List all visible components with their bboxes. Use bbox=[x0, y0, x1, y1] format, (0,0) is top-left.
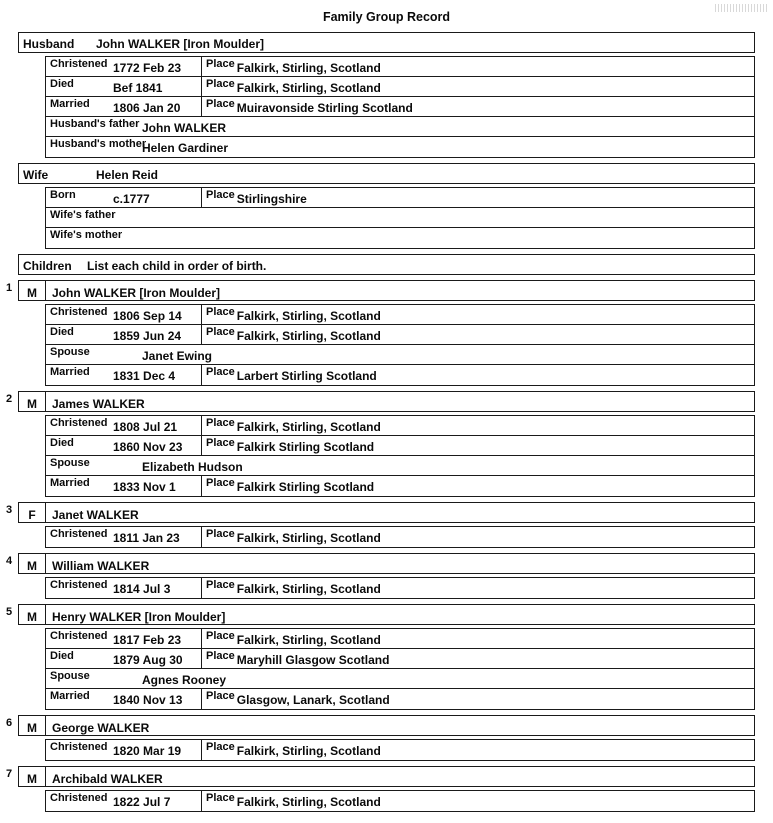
field-row bbox=[46, 57, 754, 77]
place-value: Glasgow, Lanark, Scotland bbox=[236, 693, 390, 707]
child-header bbox=[6, 553, 755, 574]
place-cell bbox=[201, 689, 754, 709]
field-value: 1840 Nov 13 bbox=[113, 693, 183, 707]
field-label: Wife's mother bbox=[50, 229, 123, 241]
place-cell bbox=[201, 416, 754, 435]
corner-note bbox=[715, 4, 767, 12]
children-instruction: List each child in order of birth. bbox=[87, 259, 267, 273]
child-detail-block bbox=[45, 577, 755, 599]
place-cell bbox=[201, 325, 754, 344]
field-row bbox=[46, 188, 754, 208]
husband-section-header bbox=[18, 32, 755, 53]
husband-detail-block bbox=[45, 56, 755, 158]
place-cell bbox=[201, 77, 754, 96]
child-name: Archibald WALKER bbox=[52, 772, 163, 786]
field-value: 1820 Mar 19 bbox=[113, 744, 182, 758]
field-value: 1833 Nov 1 bbox=[113, 480, 176, 494]
place-cell bbox=[201, 97, 754, 116]
field-label: Christened bbox=[50, 630, 108, 642]
child-name: Henry WALKER [Iron Moulder] bbox=[52, 610, 226, 624]
field-row bbox=[46, 305, 754, 325]
child-header bbox=[6, 766, 755, 787]
field-label: Christened bbox=[50, 528, 108, 540]
field-row bbox=[46, 365, 754, 385]
place-value: Larbert Stirling Scotland bbox=[236, 369, 377, 383]
husband-name: John WALKER [Iron Moulder] bbox=[96, 37, 264, 51]
field-cell bbox=[46, 77, 201, 96]
place-label: Place bbox=[206, 792, 235, 804]
child-detail-block bbox=[45, 790, 755, 812]
field-value: 1831 Dec 4 bbox=[113, 369, 176, 383]
child-header bbox=[6, 604, 755, 625]
field-label: Died bbox=[50, 650, 74, 662]
field-cell bbox=[46, 649, 201, 668]
field-value: Janet Ewing bbox=[142, 349, 213, 363]
field-row bbox=[46, 740, 754, 760]
field-label: Wife's father bbox=[50, 209, 116, 221]
field-row bbox=[46, 208, 754, 228]
place-label: Place bbox=[206, 690, 235, 702]
field-label: Born bbox=[50, 189, 76, 201]
place-label: Place bbox=[206, 98, 235, 110]
place-cell bbox=[201, 791, 754, 811]
field-row bbox=[46, 578, 754, 598]
child-detail-block bbox=[45, 628, 755, 710]
field-label: Married bbox=[50, 477, 90, 489]
field-label: Died bbox=[50, 437, 74, 449]
field-cell bbox=[46, 456, 754, 475]
section-label: Husband bbox=[23, 37, 75, 51]
child-name: James WALKER bbox=[52, 397, 145, 411]
field-label: Spouse bbox=[50, 346, 90, 358]
child-number: 6 bbox=[6, 717, 13, 729]
place-value: Falkirk, Stirling, Scotland bbox=[236, 744, 381, 758]
place-cell bbox=[201, 365, 754, 385]
child-sex: M bbox=[19, 716, 46, 735]
field-cell bbox=[46, 791, 201, 811]
field-row bbox=[46, 456, 754, 476]
child-detail-block bbox=[45, 304, 755, 386]
field-row bbox=[46, 669, 754, 689]
field-label: Christened bbox=[50, 741, 108, 753]
child-detail-block bbox=[45, 415, 755, 497]
field-row bbox=[46, 77, 754, 97]
place-cell bbox=[201, 527, 754, 547]
child-number: 3 bbox=[6, 504, 13, 516]
field-value: Elizabeth Hudson bbox=[142, 460, 243, 474]
place-cell bbox=[201, 476, 754, 496]
field-cell bbox=[46, 527, 201, 547]
field-row bbox=[46, 629, 754, 649]
place-label: Place bbox=[206, 366, 235, 378]
field-row bbox=[46, 117, 754, 137]
children-section-header bbox=[18, 254, 755, 275]
place-label: Place bbox=[206, 579, 235, 591]
field-label: Christened bbox=[50, 58, 108, 70]
place-label: Place bbox=[206, 630, 235, 642]
place-label: Place bbox=[206, 417, 235, 429]
child-sex: M bbox=[19, 767, 46, 786]
field-value: 1860 Nov 23 bbox=[113, 440, 183, 454]
field-value: 1814 Jul 3 bbox=[113, 582, 171, 596]
field-cell bbox=[46, 669, 754, 688]
child-sex: M bbox=[19, 392, 46, 411]
field-row bbox=[46, 345, 754, 365]
field-value: 1806 Jan 20 bbox=[113, 101, 181, 115]
field-label: Christened bbox=[50, 417, 108, 429]
field-cell bbox=[46, 436, 201, 455]
field-row bbox=[46, 416, 754, 436]
field-label: Husband's father bbox=[50, 118, 140, 130]
place-label: Place bbox=[206, 326, 235, 338]
field-label: Married bbox=[50, 366, 90, 378]
field-cell bbox=[46, 208, 754, 227]
field-row bbox=[46, 228, 754, 248]
page-title: Family Group Record bbox=[322, 10, 451, 24]
field-row bbox=[46, 436, 754, 456]
field-label: Christened bbox=[50, 306, 108, 318]
field-row bbox=[46, 325, 754, 345]
field-row bbox=[46, 791, 754, 811]
field-value: 1879 Aug 30 bbox=[113, 653, 183, 667]
section-label: Wife bbox=[23, 168, 49, 182]
place-label: Place bbox=[206, 78, 235, 90]
field-cell bbox=[46, 629, 201, 648]
field-cell bbox=[46, 117, 754, 136]
field-value: 1806 Sep 14 bbox=[113, 309, 182, 323]
place-label: Place bbox=[206, 741, 235, 753]
field-label: Married bbox=[50, 98, 90, 110]
child-detail-block bbox=[45, 526, 755, 548]
field-cell bbox=[46, 416, 201, 435]
section-label: Children bbox=[23, 259, 72, 273]
wife-name: Helen Reid bbox=[96, 168, 159, 182]
place-cell bbox=[201, 57, 754, 76]
child-number: 4 bbox=[6, 555, 13, 567]
field-value: 1817 Feb 23 bbox=[113, 633, 182, 647]
field-cell bbox=[46, 345, 754, 364]
field-value: Helen Gardiner bbox=[142, 141, 229, 155]
child-sex: M bbox=[19, 605, 46, 624]
child-header bbox=[6, 280, 755, 301]
child-sex: M bbox=[19, 281, 46, 300]
field-cell bbox=[46, 228, 754, 248]
field-cell bbox=[46, 578, 201, 598]
place-label: Place bbox=[206, 528, 235, 540]
field-label: Christened bbox=[50, 792, 108, 804]
field-label: Christened bbox=[50, 579, 108, 591]
field-label: Died bbox=[50, 78, 74, 90]
place-value: Falkirk, Stirling, Scotland bbox=[236, 61, 381, 75]
place-label: Place bbox=[206, 437, 235, 449]
child-header bbox=[6, 715, 755, 736]
wife-section-header bbox=[18, 163, 755, 184]
field-cell bbox=[46, 689, 201, 709]
place-value: Falkirk Stirling Scotland bbox=[236, 480, 375, 494]
field-cell bbox=[46, 325, 201, 344]
child-detail-block bbox=[45, 739, 755, 761]
place-cell bbox=[201, 578, 754, 598]
child-number: 5 bbox=[6, 606, 13, 618]
place-value: Falkirk, Stirling, Scotland bbox=[236, 420, 381, 434]
wife-detail-block bbox=[45, 187, 755, 249]
field-cell bbox=[46, 57, 201, 76]
field-row bbox=[46, 137, 754, 157]
field-value: Agnes Rooney bbox=[142, 673, 227, 687]
place-label: Place bbox=[206, 58, 235, 70]
field-label: Died bbox=[50, 326, 74, 338]
field-row bbox=[46, 649, 754, 669]
child-name: John WALKER [Iron Moulder] bbox=[52, 286, 220, 300]
field-label: Husband's mother bbox=[50, 138, 147, 150]
field-cell bbox=[46, 740, 201, 760]
field-row bbox=[46, 97, 754, 117]
field-cell bbox=[46, 137, 754, 157]
place-cell bbox=[201, 305, 754, 324]
place-cell bbox=[201, 436, 754, 455]
place-cell bbox=[201, 740, 754, 760]
field-value: John WALKER bbox=[142, 121, 226, 135]
child-name: George WALKER bbox=[52, 721, 150, 735]
child-name: William WALKER bbox=[52, 559, 150, 573]
place-cell bbox=[201, 649, 754, 668]
child-name: Janet WALKER bbox=[52, 508, 139, 522]
field-value: Bef 1841 bbox=[113, 81, 163, 95]
place-value: Falkirk, Stirling, Scotland bbox=[236, 81, 381, 95]
child-number: 1 bbox=[6, 282, 13, 294]
field-value: 1811 Jan 23 bbox=[113, 531, 180, 545]
place-value: Maryhill Glasgow Scotland bbox=[236, 653, 390, 667]
place-value: Stirlingshire bbox=[236, 192, 307, 206]
place-label: Place bbox=[206, 306, 235, 318]
child-header bbox=[6, 391, 755, 412]
field-row bbox=[46, 527, 754, 547]
place-value: Falkirk, Stirling, Scotland bbox=[236, 633, 381, 647]
place-label: Place bbox=[206, 650, 235, 662]
field-value: 1822 Jul 7 bbox=[113, 795, 171, 809]
field-value: c.1777 bbox=[113, 192, 150, 206]
child-number: 7 bbox=[6, 768, 13, 780]
place-value: Falkirk Stirling Scotland bbox=[236, 440, 375, 454]
field-label: Married bbox=[50, 690, 90, 702]
place-value: Falkirk, Stirling, Scotland bbox=[236, 329, 381, 343]
field-value: 1772 Feb 23 bbox=[113, 61, 182, 75]
record bbox=[6, 32, 755, 812]
child-header bbox=[6, 502, 755, 523]
field-row bbox=[46, 476, 754, 496]
place-value: Falkirk, Stirling, Scotland bbox=[236, 795, 381, 809]
place-value: Falkirk, Stirling, Scotland bbox=[236, 309, 381, 323]
field-cell bbox=[46, 188, 201, 207]
field-cell bbox=[46, 365, 201, 385]
place-label: Place bbox=[206, 189, 235, 201]
place-value: Muiravonside Stirling Scotland bbox=[236, 101, 413, 115]
place-value: Falkirk, Stirling, Scotland bbox=[236, 582, 381, 596]
field-row bbox=[46, 689, 754, 709]
child-number: 2 bbox=[6, 393, 13, 405]
place-label: Place bbox=[206, 477, 235, 489]
child-sex: F bbox=[19, 503, 46, 522]
child-sex: M bbox=[19, 554, 46, 573]
field-label: Spouse bbox=[50, 457, 90, 469]
field-label: Spouse bbox=[50, 670, 90, 682]
place-cell bbox=[201, 188, 754, 207]
field-cell bbox=[46, 305, 201, 324]
field-value: 1808 Jul 21 bbox=[113, 420, 178, 434]
field-cell bbox=[46, 476, 201, 496]
field-cell bbox=[46, 97, 201, 116]
place-value: Falkirk, Stirling, Scotland bbox=[236, 531, 381, 545]
place-cell bbox=[201, 629, 754, 648]
field-value: 1859 Jun 24 bbox=[113, 329, 182, 343]
